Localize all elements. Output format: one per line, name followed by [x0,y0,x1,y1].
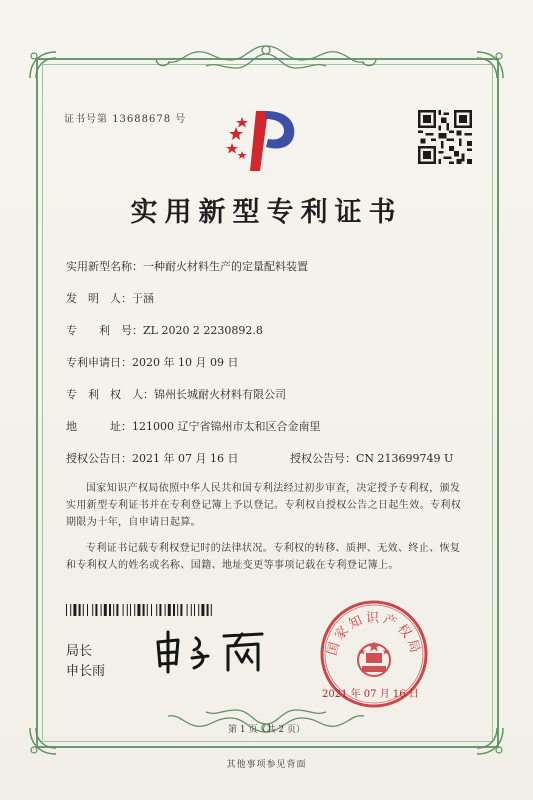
filing-date-value: 2020 年 10 月 09 日 [132,356,239,369]
corner-ornament-icon [473,48,507,82]
director-signature-icon [150,628,275,674]
certificate-number-label: 证书号第 [64,114,108,125]
inventor-label: 发 明 人： [66,292,132,305]
grant-date-label: 授权公告日： [66,452,132,465]
barcode-icon [66,604,214,616]
inventor-value: 于涵 [132,292,154,305]
qr-code-icon [418,110,472,164]
inventor-row [66,290,154,306]
address-row [66,418,321,434]
certificate-number-value: 13688678 [112,114,172,125]
corner-ornament-icon [26,48,60,82]
patent-number-value: ZL 2020 2 2230892.8 [143,324,263,337]
grant-number-label: 授权公告号： [290,452,356,465]
patent-number-label: 专 利 号： [66,324,143,337]
seal-text: 国家知识产权局 [324,611,424,658]
seal-date: 2021 年 07 月 16 日 [322,689,419,700]
certificate-number [64,110,186,125]
address-label: 地 址： [66,420,132,433]
page-number: 第 1 页（共 2 页） [228,725,305,735]
utility-model-name-label: 实用新型名称： [66,260,143,273]
director-title: 局长 [66,644,93,659]
certificate-number-suffix: 号 [175,114,187,125]
grant-number-row [290,450,453,466]
legal-status-paragraph: 专利证书记载专利权登记时的法律状况。专利权的转移、质押、无效、终止、恢复和专利权人的姓名或名称、国籍、地址变更等事项记载在专利登记簿上。 [66,543,461,571]
page-title: 实用新型专利证书 [130,197,403,228]
patent-owner-row [66,386,286,402]
grant-statement-paragraph: 国家知识产权局依照中华人民共和国专利法经过初步审查，决定授予专利权，颁发实用新型专利证书并在专利登记簿上予以登记。专利权自授权公告之日起生效。专利权期限为十年，自申请日起算。 [66,483,462,528]
grant-date-value: 2021 年 07 月 16 日 [132,452,239,465]
svg-text:国家知识产权局 [325,611,423,657]
director-name: 申长雨 [66,664,106,679]
grant-date-row [66,450,238,466]
filing-date-row [66,354,238,370]
footer-note: 其他事项参见背面 [226,760,307,770]
utility-model-name-row [66,258,308,274]
top-ornament-icon [150,40,383,80]
patent-owner-value: 锦州长城耐火材料有限公司 [154,388,286,401]
utility-model-name-value: 一种耐火材料生产的定量配料装置 [143,260,308,273]
address-value: 121000 辽宁省锦州市太和区合金南里 [132,420,321,433]
patent-number-row [66,322,263,338]
patent-owner-label: 专 利 权 人： [66,388,154,401]
patent-office-logo-icon [222,105,300,173]
filing-date-label: 专利申请日： [66,356,132,369]
grant-number-value: CN 213699749 U [356,452,454,465]
